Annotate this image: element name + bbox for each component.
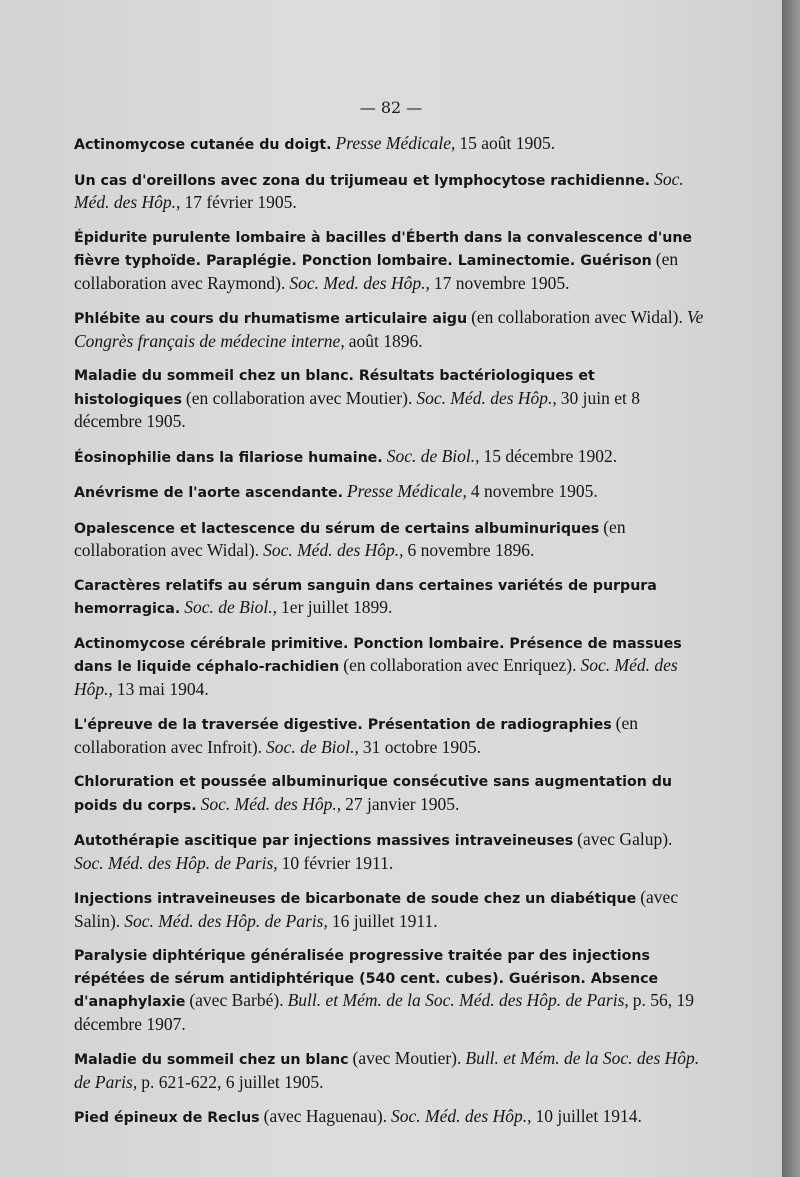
entry-journal: Soc. de Biol.,: [386, 445, 480, 466]
reference-entry: [74, 133, 706, 157]
reference-entry: [74, 481, 706, 505]
entry-title: Actinomycose cutanée du doigt.: [74, 137, 332, 153]
entry-journal: Soc. Méd. des Hôp.,: [263, 540, 404, 560]
entry-date: 10 février 1911.: [281, 852, 394, 873]
entry-journal: Soc. Med. des Hôp.,: [289, 272, 430, 293]
entry-collaboration: (en collaboration avec Widal).: [74, 516, 626, 560]
entry-title: Paralysie diphtérique généralisée progressive traitée par des injections répétées de sérum antidiphtérique (540 cent. cubes). Guérison. Absence d'anaphylaxie: [74, 948, 659, 1010]
entry-collaboration: (avec Barbé).: [189, 990, 284, 1010]
reference-list: [74, 133, 706, 1142]
reference-entry: [74, 829, 706, 875]
entry-collaboration: (avec Moutier).: [352, 1048, 462, 1068]
entry-title: Pied épineux de Reclus: [74, 1110, 260, 1126]
entry-journal: Soc. de Biol.,: [266, 736, 359, 757]
entry-date: août 1896.: [348, 330, 423, 351]
entry-journal: Soc. Méd. des Hôp.,: [74, 655, 678, 699]
entry-journal: Soc. Méd. des Hôp.,: [200, 793, 342, 814]
reference-entry: [74, 446, 706, 470]
entry-journal: Soc. Méd. des Hôp. de Paris,: [74, 852, 278, 873]
entry-journal: Soc. de Biol.,: [184, 597, 278, 617]
entry-journal: Soc. Méd. des Hôp.,: [391, 1106, 532, 1126]
reference-entry: [74, 1048, 706, 1094]
entry-collaboration: (en collaboration avec Raymond).: [74, 249, 679, 293]
entry-journal: Presse Médicale,: [346, 481, 467, 501]
entry-title: Maladie du sommeil chez un blanc: [74, 1052, 349, 1068]
entry-title: Maladie du sommeil chez un blanc. Résultats bactériologiques et histologiques: [74, 368, 595, 408]
entry-date: 6 novembre 1896.: [407, 540, 535, 560]
entry-title: Épidurite purulente lombaire à bacilles d'Éberth dans la convalescence d'une fièvre typhoïde. Paraplégie. Ponction lombaire. Laminectomie. Guérison: [74, 229, 693, 269]
reference-entry: [74, 227, 706, 296]
entry-title: Anévrisme de l'aorte ascendante.: [74, 485, 343, 501]
reference-entry: [74, 1106, 706, 1130]
entry-date: p. 56, 19 décembre 1907.: [74, 990, 695, 1034]
reference-entry: [74, 365, 706, 434]
entry-date: 27 janvier 1905.: [345, 793, 460, 814]
entry-title: Chloruration et poussée albuminurique consécutive sans augmentation du poids du corps.: [74, 774, 673, 814]
entry-collaboration: (en collaboration avec Enriquez).: [343, 655, 577, 675]
entry-title: Phlébite au cours du rhumatisme articulaire aigu: [74, 311, 468, 327]
reference-entry: [74, 945, 706, 1036]
entry-date: 30 juin et 8 décembre 1905.: [74, 387, 641, 431]
reference-entry: [74, 517, 706, 563]
entry-date: p. 621-622, 6 juillet 1905.: [141, 1071, 324, 1092]
entry-date: 10 juillet 1914.: [535, 1106, 642, 1126]
entry-date: 17 novembre 1905.: [433, 272, 570, 293]
entry-title: Opalescence et lactescence du sérum de certains albuminuriques: [74, 520, 600, 537]
entry-journal: Soc. Méd. des Hôp.,: [74, 168, 684, 212]
entry-title: Actinomycose cérébrale primitive. Ponction lombaire. Présence de massues dans le liquide céphalo-rachidien: [74, 635, 682, 675]
entry-journal: Soc. Méd. des Hôp. de Paris,: [124, 910, 328, 931]
reference-entry: [74, 633, 706, 702]
reference-entry: [74, 575, 706, 621]
reference-entry: [74, 771, 706, 817]
entry-collaboration: (avec Galup).: [577, 829, 673, 849]
page-number: — 82 —: [359, 98, 423, 117]
entry-date: 31 octobre 1905.: [362, 736, 481, 757]
entry-journal: Presse Médicale,: [335, 133, 456, 153]
entry-date: 4 novembre 1905.: [470, 481, 598, 501]
entry-collaboration: (en collaboration avec Infroit).: [74, 713, 639, 757]
entry-date: 13 mai 1904.: [116, 678, 209, 699]
entry-journal: Bull. et Mém. de la Soc. des Hôp. de Paris,: [74, 1048, 700, 1092]
entry-title: Injections intraveineuses de bicarbonate de soude chez un diabétique: [74, 891, 637, 907]
entry-journal: Soc. Méd. des Hôp.,: [416, 387, 557, 408]
entry-collaboration: (en collaboration avec Moutier).: [185, 387, 413, 408]
reference-entry: [74, 713, 706, 759]
entry-date: 15 décembre 1902.: [483, 445, 618, 466]
page-edge-shadow: [782, 0, 800, 1177]
entry-journal: Bull. et Mém. de la Soc. Méd. des Hôp. de Paris,: [287, 990, 629, 1010]
entry-journal: Ve Congrès français de médecine interne,: [74, 307, 704, 351]
reference-entry: [74, 169, 706, 215]
entry-date: 1er juillet 1899.: [281, 597, 393, 617]
entry-title: Éosinophilie dans la filariose humaine.: [74, 449, 383, 466]
entry-collaboration: (avec Haguenau).: [263, 1106, 388, 1126]
entry-date: 15 août 1905.: [459, 133, 556, 153]
reference-entry: [74, 887, 706, 933]
entry-collaboration: (avec Salin).: [74, 887, 679, 931]
entry-title: Caractères relatifs au sérum sanguin dans certaines variétés de purpura hemorragica.: [74, 577, 657, 617]
entry-title: Un cas d'oreillons avec zona du trijumeau et lymphocytose rachidienne.: [74, 172, 651, 189]
entry-collaboration: (en collaboration avec Widal).: [471, 307, 683, 327]
entry-title: Autothérapie ascitique par injections massives intraveineuses: [74, 833, 574, 849]
entry-date: 16 juillet 1911.: [331, 910, 438, 931]
reference-entry: [74, 307, 706, 353]
entry-date: 17 février 1905.: [184, 192, 297, 212]
entry-title: L'épreuve de la traversée digestive. Présentation de radiographies: [74, 717, 612, 733]
